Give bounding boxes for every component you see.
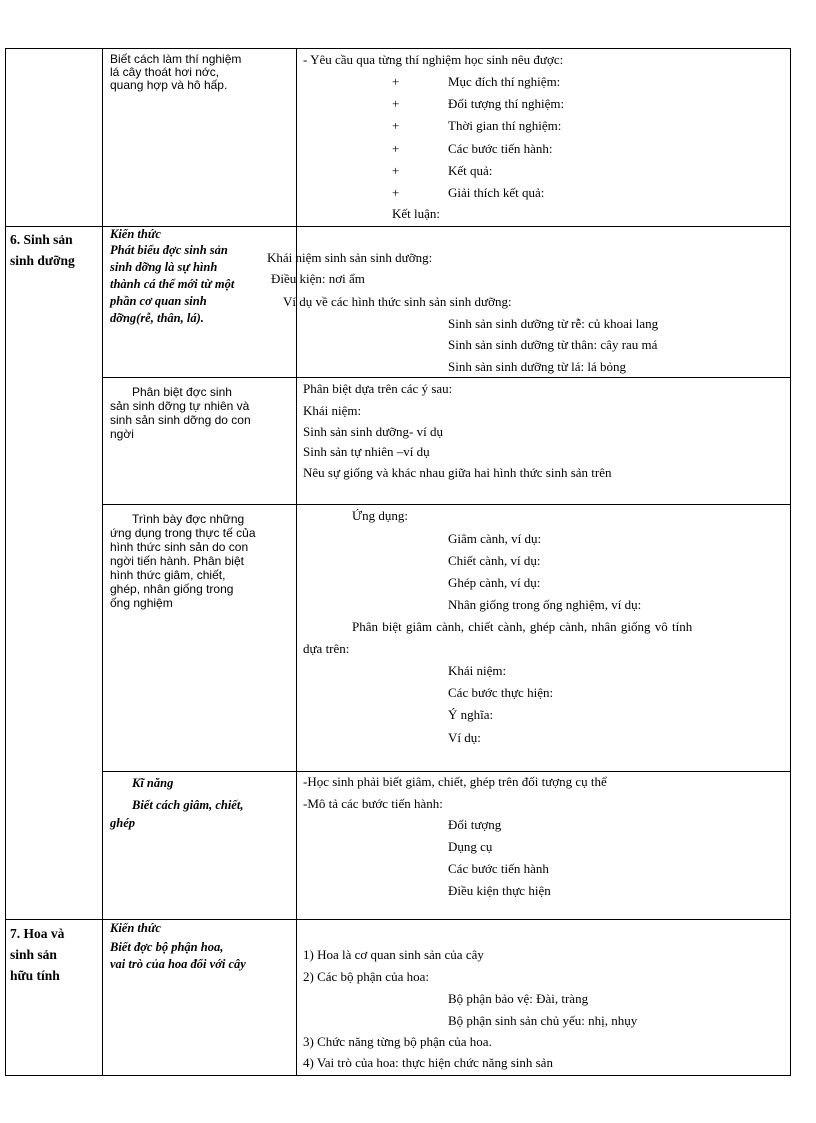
- bullet-text: Thời gian thí nghiệm:: [448, 118, 562, 133]
- topic-title: hữu tính: [10, 968, 60, 983]
- criteria-item: Ý nghĩa:: [448, 707, 494, 722]
- objective-line: quang hợp và hô hấp.: [110, 78, 228, 92]
- requirement-line: -Học sinh phải biết giâm, chiết, ghép trên đối tượng cụ thể: [303, 774, 607, 789]
- requirement-line: 2) Các bộ phận của hoa:: [303, 969, 429, 984]
- objective-line: ngời tiến hành. Phân biệt: [110, 554, 244, 568]
- compare-line: dựa trên:: [303, 641, 350, 656]
- skill-item: Các bước tiến hành: [448, 861, 549, 876]
- applications-heading: Ứng dụng:: [352, 508, 408, 523]
- objective-line: sản sinh dỡng tự nhiên và: [110, 399, 250, 413]
- requirement-line: Khái niệm sinh sản sinh dưỡng:: [267, 250, 433, 265]
- skill-item: Dụng cụ: [448, 839, 493, 854]
- application-item: Chiết cành, ví dụ:: [448, 553, 541, 568]
- bullet-mark: +: [392, 185, 400, 200]
- bullet-text: Đối tượng thí nghiệm:: [448, 96, 565, 111]
- application-item: Nhân giống trong ống nghiệm, ví dụ:: [448, 597, 642, 612]
- flower-part: Bộ phận sinh sản chủ yếu: nhị, nhụy: [448, 1013, 638, 1028]
- topic-title: 7. Hoa và: [10, 926, 65, 941]
- objective-line: ngời: [110, 427, 134, 441]
- row-divider-6d: [102, 771, 791, 772]
- objective-line: sinh dỡng là sự hình: [110, 260, 218, 274]
- objective-line: Biết đợc bộ phận hoa,: [110, 940, 224, 954]
- requirement-line: Sinh sản sinh dưỡng- ví dụ: [303, 424, 443, 439]
- topic-title: 6. Sinh sản: [10, 232, 73, 247]
- objective-line: vai trò của hoa đối với cây: [110, 957, 246, 971]
- objective-line: ghép, nhân giống trong: [110, 582, 234, 596]
- border-left: [5, 48, 6, 1076]
- requirement-line: Phân biệt dựa trên các ý sau:: [303, 381, 453, 396]
- example-line: Sinh sản sinh dưỡng từ rễ: củ khoai lang: [448, 316, 659, 331]
- application-item: Giâm cành, ví dụ:: [448, 531, 542, 546]
- objective-line: Trình bày đợc những: [132, 512, 245, 526]
- compare-line: Phân biệt giâm cành, chiết cành, ghép cành, nhân giống vô tính: [352, 619, 693, 634]
- row-divider-7: [5, 919, 791, 920]
- topic-title: sinh dưỡng: [10, 253, 75, 268]
- bullet-mark: +: [392, 74, 400, 89]
- objective-line: Phát biểu đợc sinh sản: [110, 243, 228, 257]
- section-label: Kiến thức: [110, 921, 161, 935]
- objective-line: ống nghiệm: [110, 596, 173, 610]
- objective-line: dỡng(rễ, thân, lá).: [110, 311, 204, 325]
- example-line: Sinh sản sinh dưỡng từ lá: lá bỏng: [448, 359, 627, 374]
- application-item: Ghép cành, ví dụ:: [448, 575, 541, 590]
- bullet-text: Giải thích kết quả:: [448, 185, 545, 200]
- requirement-line: 3) Chức năng từng bộ phận của hoa.: [303, 1034, 492, 1049]
- objective-line: hình thức giâm, chiết,: [110, 568, 226, 582]
- objective-line: Biết cách làm thí nghiệm: [110, 52, 242, 66]
- requirement-line: -Mô tả các bước tiến hành:: [303, 796, 443, 811]
- requirement-line: 1) Hoa là cơ quan sinh sản của cây: [303, 947, 484, 962]
- requirement-line: Sinh sản tự nhiên –ví dụ: [303, 444, 430, 459]
- objective-line: lá cây thoát hơi nớc,: [110, 65, 220, 79]
- bullet-text: Mục đích thí nghiệm:: [448, 74, 561, 89]
- skill-item: Điều kiện thực hiện: [448, 883, 551, 898]
- objective-line: ghép: [110, 816, 135, 830]
- objective-line: Phân biệt đợc sinh: [132, 385, 232, 399]
- criteria-item: Ví dụ:: [448, 730, 481, 745]
- criteria-item: Khái niệm:: [448, 663, 507, 678]
- criteria-item: Các bước thực hiện:: [448, 685, 554, 700]
- row-divider-6b: [102, 377, 791, 378]
- section-label: Kĩ năng: [132, 776, 174, 790]
- border-col2: [296, 48, 297, 1076]
- objective-line: thành cá thể mới từ một: [110, 277, 235, 291]
- bullet-text: Các bước tiến hành:: [448, 141, 553, 156]
- objective-line: hình thức sinh sản do con: [110, 540, 249, 554]
- skill-item: Đối tượng: [448, 817, 502, 832]
- requirement-intro: - Yêu cầu qua từng thí nghiệm học sinh nêu được:: [303, 52, 564, 67]
- objective-line: ứng dụng trong thực tế của: [110, 526, 256, 540]
- conclusion: Kết luận:: [392, 206, 441, 221]
- objective-line: sinh sản sinh dỡng do con: [110, 413, 251, 427]
- bullet-mark: +: [392, 163, 400, 178]
- bullet-mark: +: [392, 96, 400, 111]
- example-line: Sinh sản sinh dưỡng từ thân: cây rau má: [448, 337, 658, 352]
- bullet-mark: +: [392, 118, 400, 133]
- border-right: [790, 48, 791, 1076]
- requirement-line: Điều kiện: nơi ẩm: [271, 271, 365, 286]
- objective-line: phần cơ quan sinh: [110, 294, 207, 308]
- bullet-mark: +: [392, 141, 400, 156]
- flower-part: Bộ phận bảo vệ: Đài, tràng: [448, 991, 589, 1006]
- requirement-line: Khái niệm:: [303, 403, 362, 418]
- border-col1: [102, 48, 103, 1076]
- requirement-line: 4) Vai trò của hoa: thực hiện chức năng sinh sản: [303, 1055, 553, 1070]
- row-divider-6c: [102, 504, 791, 505]
- requirement-line: Ví dụ về các hình thức sinh sản sinh dưỡng:: [283, 294, 512, 309]
- border-top: [5, 48, 791, 49]
- objective-line: Biết cách giâm, chiết,: [132, 798, 244, 812]
- topic-title: sinh sản: [10, 947, 57, 962]
- section-label: Kiến thức: [110, 227, 161, 241]
- bullet-text: Kết quả:: [448, 163, 493, 178]
- clipped-requirements: [267, 245, 777, 315]
- border-bottom: [5, 1075, 791, 1076]
- requirement-line: Nêu sự giống và khác nhau giữa hai hình thức sinh sản trên: [303, 465, 612, 480]
